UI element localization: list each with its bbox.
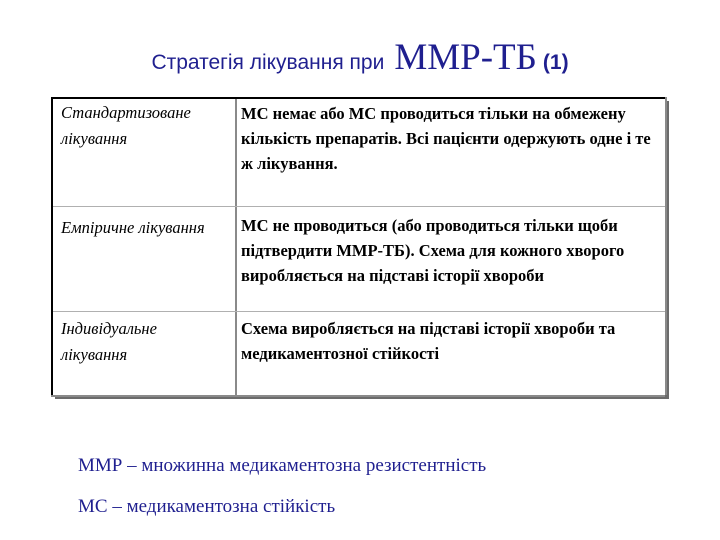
title-number: (1) [542, 51, 569, 74]
strategy-table [51, 97, 665, 395]
row-label: Індивідуальне лікування [61, 319, 157, 364]
row-label: Емпіричне лікування [61, 218, 205, 237]
title-abbreviation: ММР-ТБ [394, 37, 537, 78]
row-label: Стандартизоване лікування [61, 103, 191, 148]
legend-ms: МС – медикаментозна стійкість [78, 496, 336, 517]
table-row [53, 312, 665, 395]
row-description: МС не проводиться (або проводиться тільки щоби підтвердити ММР-ТБ). Схема для кожного хворого виробляється на підставі історії хвороби [241, 216, 625, 285]
row-description: МС немає або МС проводиться тільки на обмежену кількість препаратів. Всі пацієнти одержують одне і те ж лікування. [241, 104, 651, 173]
legend-mmr: ММР – множинна медикаментозна резистентність [78, 455, 487, 476]
table-row [53, 99, 665, 206]
page-title [0, 36, 720, 79]
table-row [53, 207, 665, 311]
row-description: Схема виробляється на підставі історії хвороби та медикаментозної стійкості [241, 319, 616, 363]
title-main: Стратегія лікування при [151, 51, 385, 74]
